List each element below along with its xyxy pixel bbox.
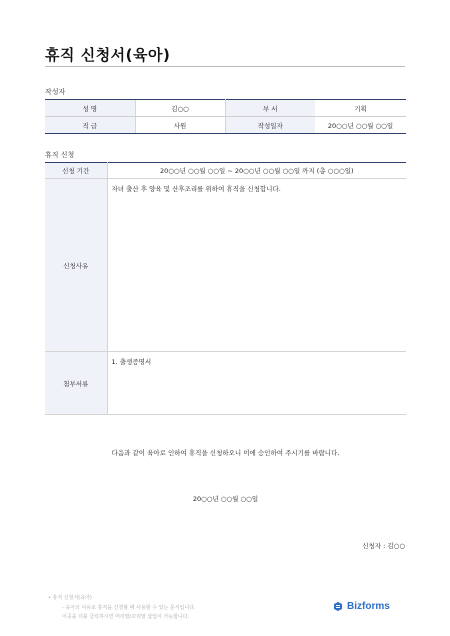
- request-statement: 다음과 같이 육아로 인하여 휴직을 신청하오니 이에 승인하여 주시기를 바랍니다.: [111, 449, 340, 457]
- leave-request-table: [45, 162, 406, 415]
- attachment-label: 첨부서류: [45, 352, 107, 415]
- bizforms-logo-text: Bizforms: [347, 601, 390, 612]
- bizforms-logo: [333, 601, 390, 612]
- reason-value: 자녀 출산 후 양육 및 산후조리를 위하여 휴직을 신청합니다.: [107, 179, 406, 352]
- date-written-label: 작성일자: [225, 117, 315, 134]
- table-row: [45, 179, 406, 352]
- table-row: [45, 352, 406, 415]
- footer-note: [48, 594, 196, 623]
- name-value: 김○○: [135, 100, 225, 117]
- reason-label: 신청사유: [45, 179, 107, 352]
- table-row: [45, 163, 406, 179]
- title-divider: [45, 66, 405, 67]
- period-label: 신청 기간: [45, 163, 107, 179]
- department-value: 기획: [315, 100, 406, 117]
- position-label: 직 급: [45, 117, 135, 134]
- applicant-signature: 신청자 : 김○○: [362, 542, 405, 550]
- period-value: 20○○년 ○○월 ○○일 ~ 20○○년 ○○월 ○○일 까지 (총 ○○○일): [107, 163, 406, 179]
- table-row: [45, 100, 406, 117]
- position-value: 사원: [135, 117, 225, 134]
- footer-hint: 이곳을 더블 클릭하시면 머리말/꼬리말 삽입이 가능합니다.: [62, 614, 190, 620]
- bizforms-logo-icon: [333, 601, 344, 612]
- name-label: 성 명: [45, 100, 135, 117]
- attachment-value: 1. 출생증명서: [107, 352, 406, 415]
- writer-section-label: 작성자: [45, 88, 66, 96]
- document-title: 휴직 신청서(육아): [45, 46, 171, 64]
- leave-section-label: 휴직 신청: [45, 151, 75, 159]
- footer-description: - 육아의 이유로 휴직을 신청할 때 사용할 수 있는 문서입니다.: [62, 604, 196, 611]
- request-date: 20○○년 ○○월 ○○일: [192, 495, 259, 503]
- footer-title: • 휴직 신청서(육아): [48, 595, 92, 601]
- writer-info-table: [45, 99, 406, 134]
- date-written-value: 20○○년 ○○월 ○○일: [315, 117, 406, 134]
- department-label: 부 서: [225, 100, 315, 117]
- table-row: [45, 117, 406, 134]
